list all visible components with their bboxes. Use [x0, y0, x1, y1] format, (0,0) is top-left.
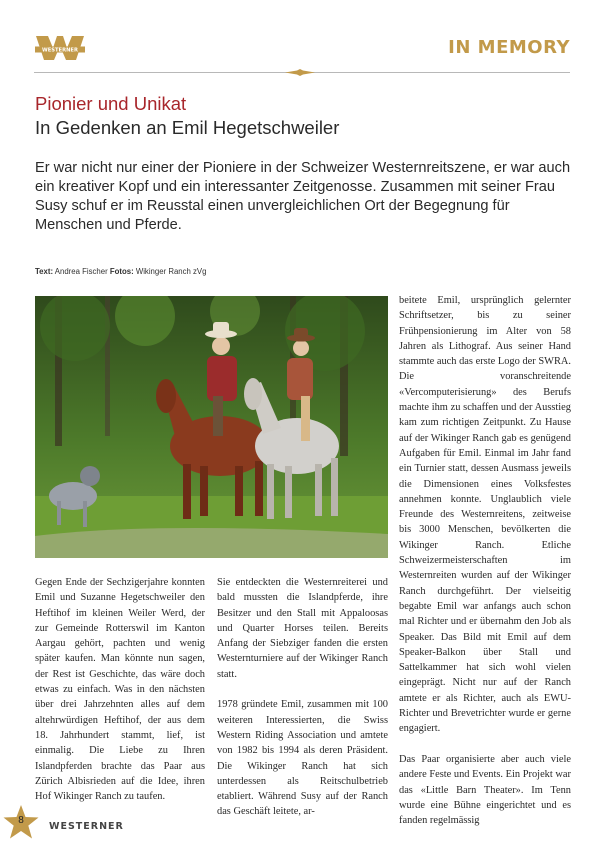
paragraph: Das Paar organisierte aber auch viele andere Feste und Events. Ein Projekt war das «Little Barn Theater». Im Tenn wurde eine Bühne eingerichtet und es fanden regelmässig — [399, 753, 571, 827]
text-column-3 — [399, 293, 571, 828]
article-lead: Er war nicht nur einer der Pioniere in der Schweizer Westernreitszene, er war auch ein kreativer Kopf und ein interessanter Zeitgenosse. Zusammen mit seiner Frau Susy schuf er im Reusstal einen unvergleichlichen Ort der Begegnung für Menschen und Pferde. — [35, 160, 571, 233]
footer-brand: WESTERNER — [49, 821, 124, 832]
ornament-icon — [285, 69, 315, 76]
article-photo — [35, 296, 388, 558]
article-kicker: Pionier und Unikat — [35, 93, 187, 114]
section-title: IN MEMORY — [448, 37, 570, 58]
logo-text: WESTERNER — [42, 47, 78, 54]
paragraph: 1978 gründete Emil, zusammen mit 100 weiteren Interessierten, die Swiss Western Riding Association und amtete von 1982 bis 1994 als deren Präsident. Die Wikinger Ranch hat sich unterdessen als Reitschulbetrieb etabliert. Während Susy auf der Ranch das Geschäft leitete, ar- — [217, 699, 388, 818]
westerner-logo — [34, 34, 86, 62]
paragraph: beitete Emil, ursprünglich gelernter Schriftsetzer, bis zu seiner Frühpensionierung im Alter von 58 Jahren als Lithograf. Aus seiner Hand stammte auch das erste Logo der SWRA. Die voranschreitende «Vercomputerisierung» des Berufs machte ihm zu schaffen und der Ausstieg kam zum richtigen Zeitpunkt. Zu Hause auf der Wikinger Ranch gab es genügend Aufgaben für Emil. Einmal im Jahr fand ein Turnier statt, dessen Ausmass jeweils die Dimensionen eines Volksfestes annehmen konnte. Unglaublich viele Freunde des Westernreitens, zeitweise bis 3000 Menschen, bevölkerten die Wikinger Ranch. Etliche Schweizermeisterschaften im Westernreiten wurden auf der Wikinger Ranch durchgeführt. Der vielseitig begabte Emil war anfangs auch schon mal Richter und er übernahm den Job als Speaker. Das Bild mit Emil auf dem Speaker-Balkon über Stall und Sattelkammer hat sich wohl vielen eingeprägt. Nicht nur auf der Ranch amtete er als Richter, auch als EWU-Richter und Brevetrichter wurde er gerne engagiert. — [399, 295, 571, 735]
credits-photo-label: Fotos: — [109, 267, 134, 276]
text-column-1 — [35, 575, 205, 804]
article-credits — [35, 267, 206, 276]
paragraph: Sie entdeckten die Westernreiterei und bald mussten die Islandpferde, ihre Besitzer und den Stall mit Appaloosas und Quarter Horses teilen. Bereits Anfang der Siebziger fanden die ersten Westernturniere auf der Wikinger Ranch statt. — [217, 577, 388, 680]
article-headline: In Gedenken an Emil Hegetschweiler — [35, 117, 340, 138]
page-number: 8 — [18, 815, 24, 826]
paragraph: Gegen Ende der Sechzigerjahre konnten Emil und Suzanne Hegetschweiler den Heftihof im kleinen Weiler Werd, der zur Gemeinde Rotterswil im Kanton Aargau gehört, pachten und wenig später kaufen. Man könnte nun sagen, der Rest ist Geschichte, das wäre doch etwas zu einfach. Was in den nächsten über drei Jahrzehnten alles auf dem altehrwürdigen Heftihof, der aus dem 18. Jahrhundert stammt, lief, ist einmalig. Die Liebe zu Ihren Islandpferden brachte das Paar aus Zürich Albisrieden auf die Idee, ihren Hof Wikinger Ranch zu taufen. — [35, 577, 205, 803]
credits-text-author: Andrea Fischer — [53, 267, 110, 276]
credits-photo-source: Wikinger Ranch zVg — [133, 267, 207, 276]
text-column-2 — [217, 575, 388, 820]
credits-text-label: Text: — [35, 267, 54, 276]
